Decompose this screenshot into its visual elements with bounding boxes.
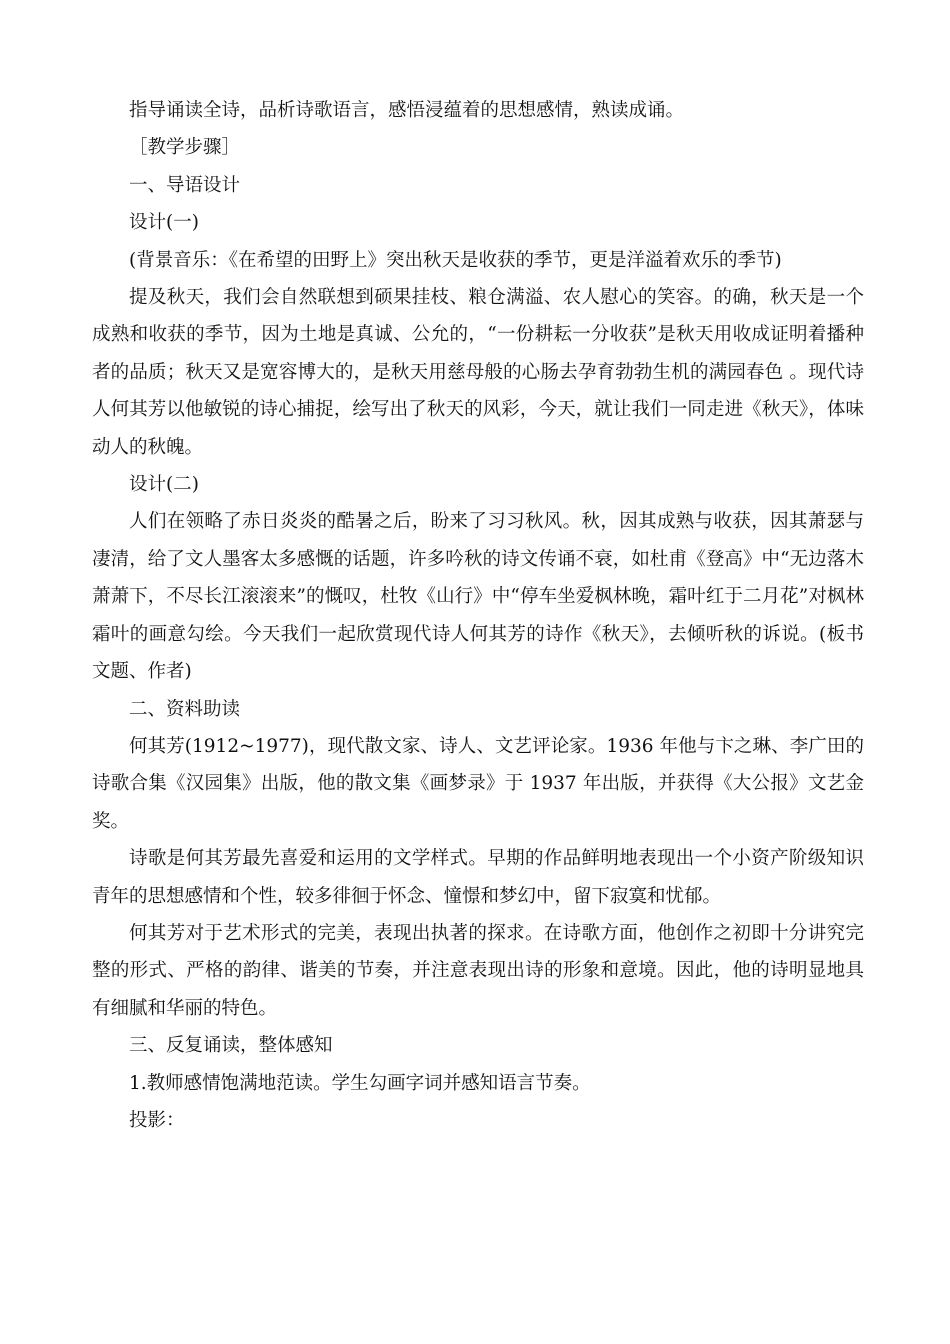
section-2-heading: 二、资料助读 (129, 698, 241, 720)
background-music-note: (背景音乐：《在希望的田野上》突出秋天是收获的季节，更是洋溢着欢乐的季节) (129, 249, 782, 271)
design-1-body: 提及秋天，我们会自然联想到硕果挂枝、粮仓满溢、农人慰心的笑容。的确，秋天是一个成熟和收获的季节，因为土地是真诚、公允的，“一份耕耘一分收获”是秋天用收成证明着播种者的品质；秋天又是宽容博大的，是秋天用慈母般的心肠去孕育勃勃生机的满园春色 。现代诗人何其芳以他敏锐的诗心捕捉，绘写出了秋天的风彩，今天，就让我们一同走进《秋天》，体味动人的秋魄。 (92, 287, 864, 458)
section-1-heading: 一、导语设计 (129, 174, 241, 196)
teaching-objective: 指导诵读全诗，品析诗歌语言，感悟浸蕴着的思想感情，熟读成诵。 (129, 100, 685, 121)
design-2-heading: 设计(二) (129, 474, 199, 496)
section-3-heading: 三、反复诵读，整体感知 (129, 1035, 333, 1057)
design-2-body: 人们在领略了赤日炎炎的酷暑之后，盼来了习习秋风。秋，因其成熟与收获，因其萧瑟与凄清，给了文人墨客太多感慨的话题，许多吟秋的诗文传诵不衰，如杜甫《登高》中“无边落木萧萧下，不尽长江滚滚来”的慨叹，杜牧《山行》中“停车坐爱枫林晚，霜叶红于二月花”对枫林霜叶的画意勾绘。今天我们一起欣赏现代诗人何其芳的诗作《秋天》，去倾听秋的诉说。(板书文题、作者) (92, 511, 864, 683)
design-1-heading: 设计(一) (129, 212, 199, 234)
step-1-text: 1.教师感情饱满地范读。学生勾画字词并感知语言节奏。 (129, 1072, 591, 1094)
teaching-steps-heading: ［教学步骤］ (129, 137, 241, 159)
biography-paragraph-1: 何其芳(1912~1977)，现代散文家、诗人、文艺评论家。1936 年他与卞之琳、李广田的诗歌合集《汉园集》出版，他的散文集《画梦录》于 1937 年出版，并获得《大公报》文艺金奖。 (92, 735, 865, 832)
biography-paragraph-2: 诗歌是何其芳最先喜爱和运用的文学样式。早期的作品鲜明地表现出一个小资产阶级知识青年的思想感情和个性，较多徘徊于怀念、憧憬和梦幻中，留下寂寞和忧郁。 (92, 848, 864, 907)
biography-paragraph-3: 何其芳对于艺术形式的完美，表现出执著的探求。在诗歌方面，他创作之初即十分讲究完整的形式、严格的韵律、谐美的节奏，并注意表现出诗的形象和意境。因此，他的诗明显地具有细腻和华丽的特色。 (92, 922, 864, 1019)
document-body (92, 92, 864, 1139)
projection-label: 投影： (129, 1109, 185, 1131)
